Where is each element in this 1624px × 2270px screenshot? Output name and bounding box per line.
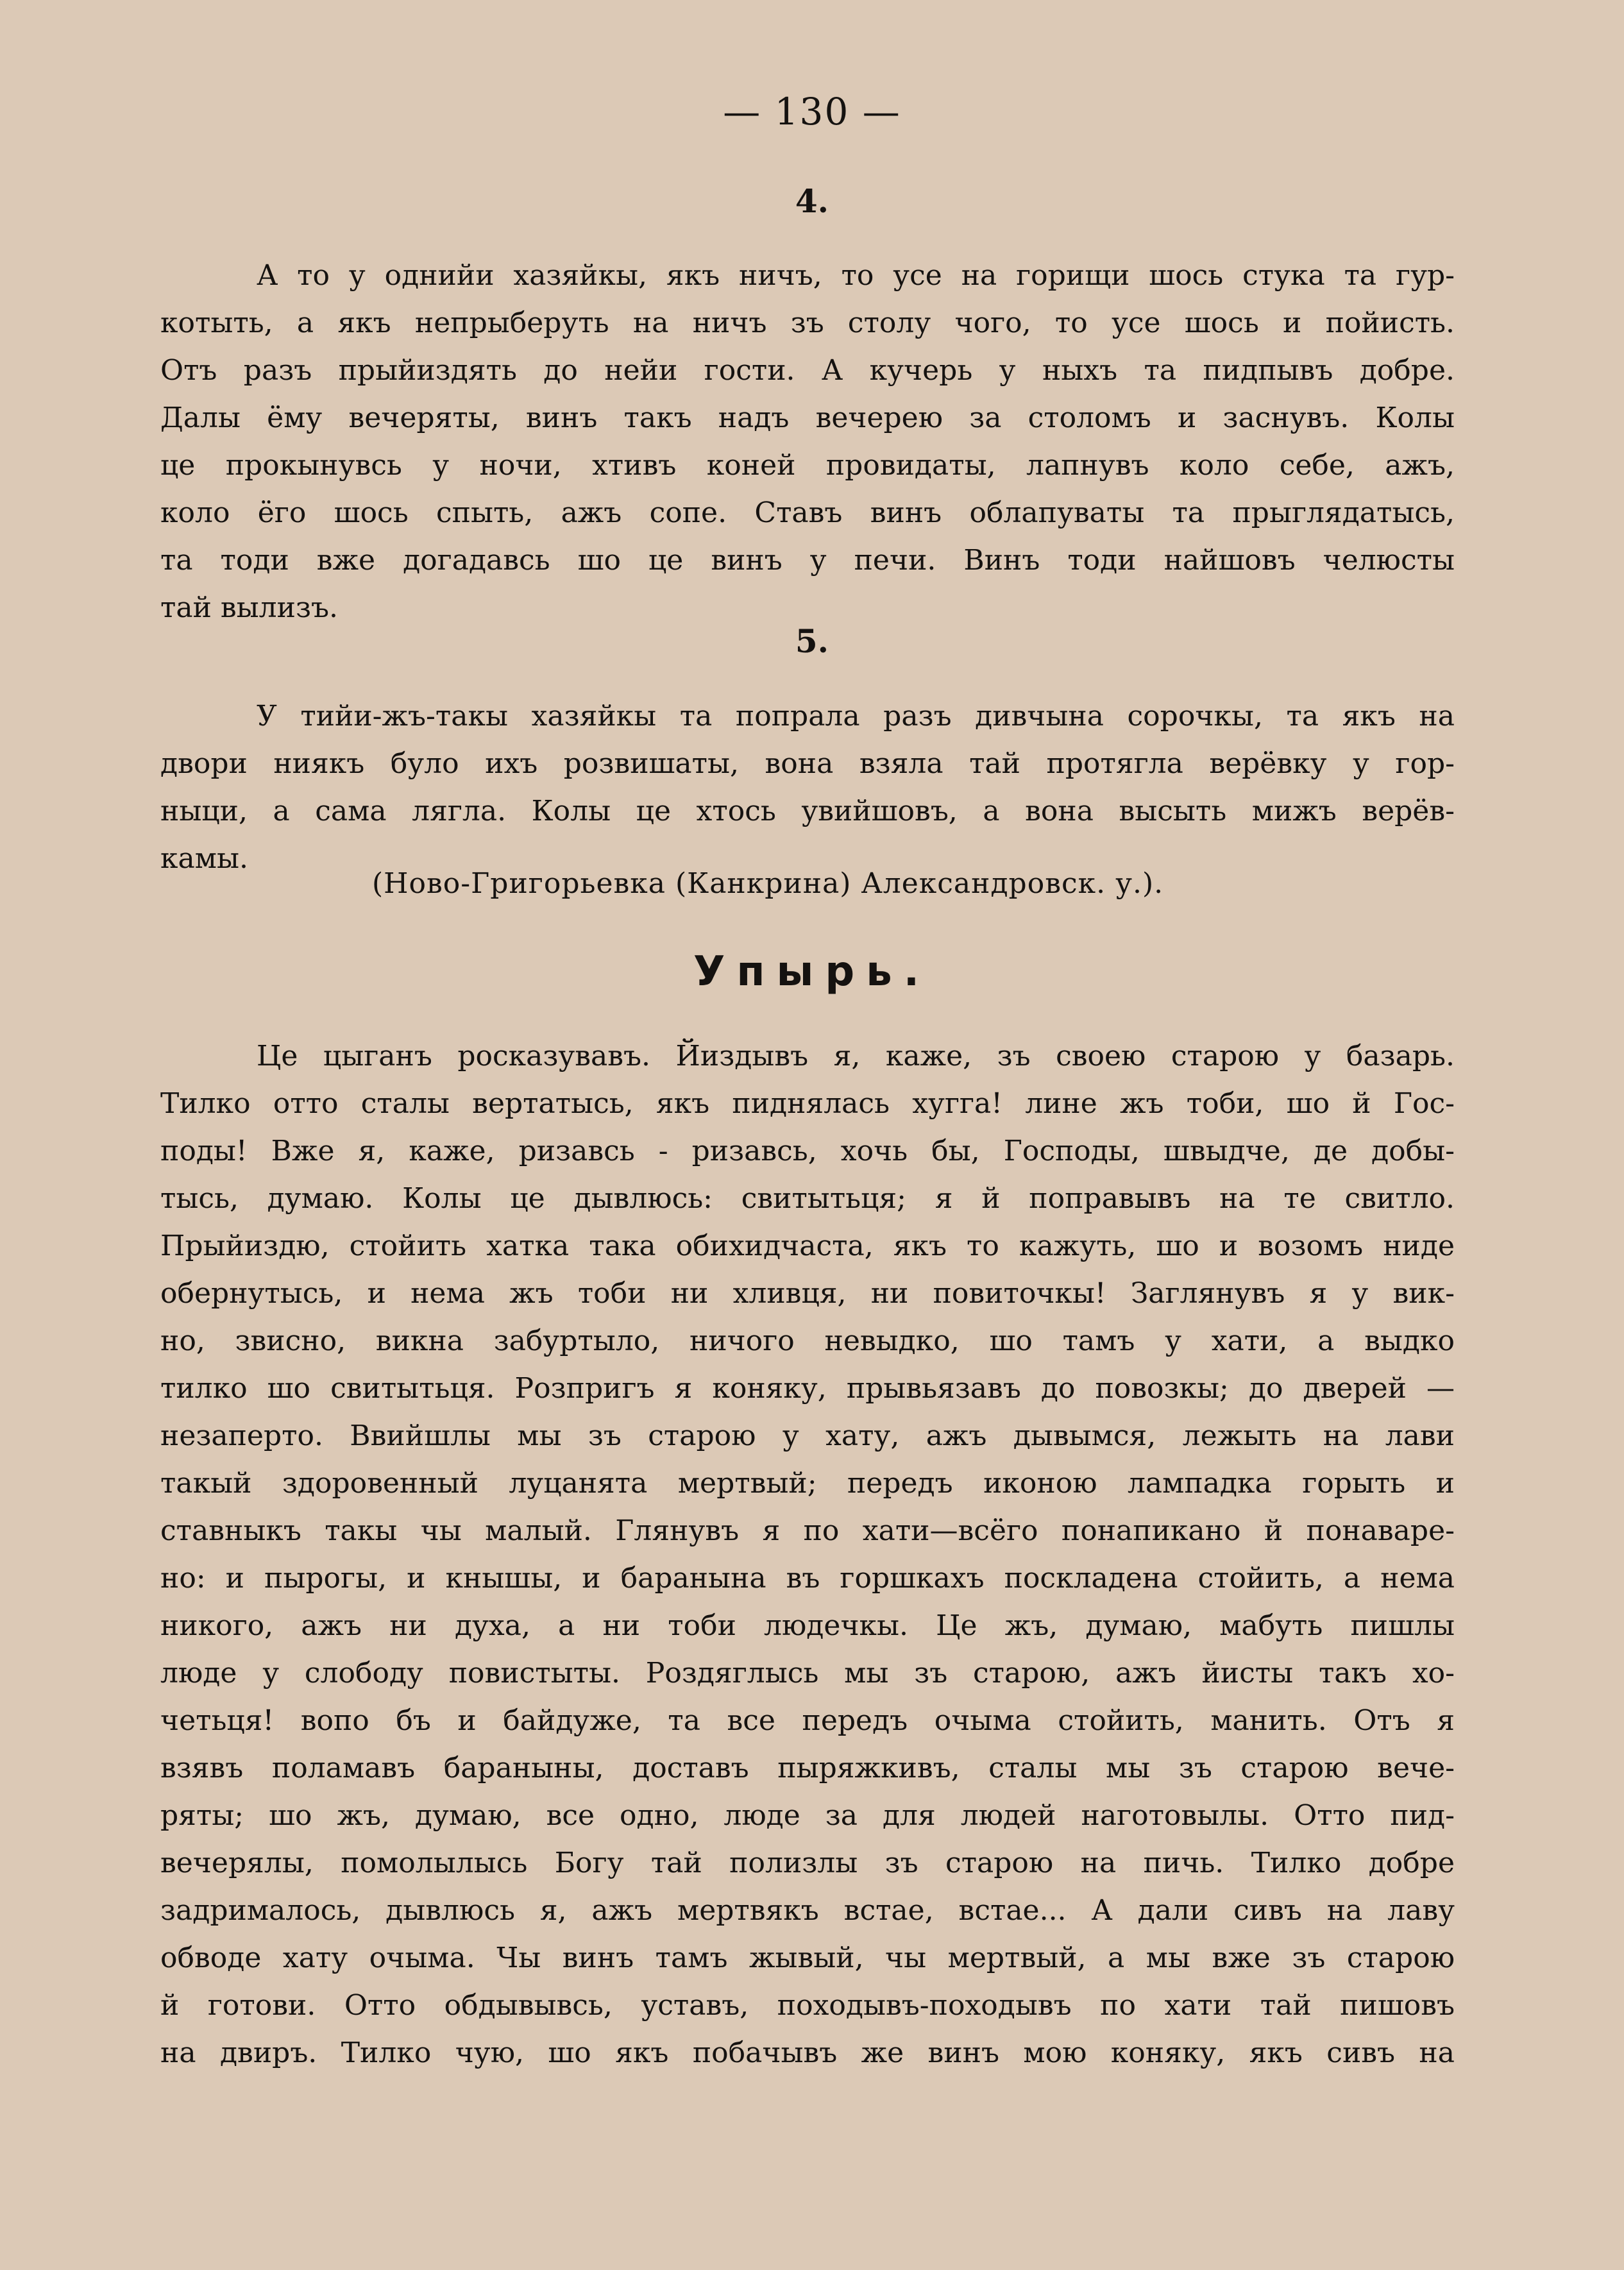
text-line: ныци, а сама лягла. Колы це хтось увийшовъ, а вона высыть мижъ верёв-	[160, 795, 1455, 827]
text-line: задрималось, дывлюсь я, ажъ мертвякъ встае, встае... А дали сивъ на лаву	[160, 1894, 1455, 1927]
text-line: тысь, думаю. Колы це дывлюсь: свитытьця; я й поправывъ на те свитло.	[160, 1182, 1455, 1215]
text-line: незаперто. Ввийшлы мы зъ старою у хату, ажъ дывымся, лежыть на лави	[160, 1419, 1455, 1452]
section-5-paragraph	[160, 693, 1455, 883]
text-line: тилко шо свитытьця. Розпригъ я коняку, прывьязавъ до повозкы; до дверей —	[160, 1372, 1455, 1405]
text-line: А то у однийи хазяйкы, якъ ничъ, то усе на горищи шось стука та гур-	[257, 259, 1455, 292]
text-line: обернутысь, и нема жъ тоби ни хливця, ни повиточкы! Заглянувъ я у вик-	[160, 1277, 1455, 1310]
text-line: Далы ёму вечеряты, винъ такъ надъ вечерею за столомъ и заснувъ. Колы	[160, 402, 1455, 434]
text-line: це прокынувсь у ночи, хтивъ коней провидаты, лапнувъ коло себе, ажъ,	[160, 449, 1455, 482]
text-line: й готови. Отто обдывывсь, уставъ, походывъ-походывъ по хати тай пишовъ	[160, 1989, 1455, 2022]
text-line: но: и пырогы, и кнышы, и баранына въ горшкахъ поскладена стойить, а нема	[160, 1562, 1455, 1595]
story-title: Упырь.	[693, 948, 931, 995]
text-line: никого, ажъ ни духа, а ни тоби людечкы. Це жъ, думаю, мабуть пишлы	[160, 1609, 1455, 1642]
text-line: Це цыганъ росказувавъ. Йиздывъ я, каже, зъ своею старою у базарь.	[257, 1040, 1455, 1072]
text-line: Тилко отто сталы вертатысь, якъ пиднялась хугга! лине жъ тоби, шо й Гос-	[160, 1087, 1455, 1120]
text-line: коло ёго шось спыть, ажъ сопе. Ставъ винъ облапуваты та прыглядатысь,	[160, 496, 1455, 529]
text-line: ряты; шо жъ, думаю, все одно, люде за для людей наготовылы. Отто пид-	[160, 1799, 1455, 1832]
text-line: Отъ разъ прыйиздять до нейи гости. А кучерь у ныхъ та пидпывъ добре.	[160, 354, 1455, 387]
text-line: но, звисно, викна забуртыло, ничого невыдко, шо тамъ у хати, а выдко	[160, 1325, 1455, 1357]
text-line: У тийи-жъ-такы хазяйкы та попрала разъ дивчына сорочкы, та якъ на	[257, 700, 1455, 733]
source-citation: (Ново-Григорьевка (Канкрина) Александровск. у.).	[372, 867, 1164, 900]
text-line: люде у слободу повистыты. Роздяглысь мы зъ старою, ажъ йисты такъ хо-	[160, 1657, 1455, 1690]
text-line: обводе хату очыма. Чы винъ тамъ жывый, чы мертвый, а мы вже зъ старою	[160, 1942, 1455, 1974]
text-line: та тоди вже догадавсь шо це винъ у печи. Винъ тоди найшовъ челюсты	[160, 544, 1455, 577]
story-paragraph	[160, 1033, 1455, 2077]
text-line: двори ниякъ було ихъ розвишаты, вона взяла тай протягла верёвку у гор-	[160, 747, 1455, 780]
text-line: камы.	[160, 842, 248, 875]
section-number-4: 4.	[795, 182, 829, 220]
text-line: на двиръ. Тилко чую, шо якъ побачывъ же винъ мою коняку, якъ сивъ на	[160, 2037, 1455, 2069]
section-number-5: 5.	[795, 622, 829, 660]
text-line: Прыйиздю, стойить хатка така обихидчаста, якъ то кажуть, шо и возомъ ниде	[160, 1230, 1455, 1262]
text-line: котыть, а якъ непрыберуть на ничъ зъ столу чого, то усе шось и пойисть.	[160, 307, 1455, 339]
text-line: поды! Вже я, каже, ризавсь - ризавсь, хочь бы, Господы, швыдче, де добы-	[160, 1135, 1455, 1167]
text-line: взявъ поламавъ бараныны, доставъ пыряжкивъ, сталы мы зъ старою вече-	[160, 1752, 1455, 1784]
section-4-paragraph	[160, 252, 1455, 632]
text-line: ставныкъ такы чы малый. Глянувъ я по хати—всёго понапикано й понаваре-	[160, 1514, 1455, 1547]
text-line: такый здоровенный луцанята мертвый; передъ иконою лампадка горыть и	[160, 1467, 1455, 1500]
text-line: вечерялы, помолылысь Богу тай полизлы зъ старою на пичь. Тилко добре	[160, 1847, 1455, 1879]
text-line: тай вылизъ.	[160, 591, 338, 624]
text-line: четьця! вопо бъ и байдуже, та все передъ очыма стойить, манить. Отъ я	[160, 1704, 1455, 1737]
page-number: — 130 —	[723, 90, 901, 133]
